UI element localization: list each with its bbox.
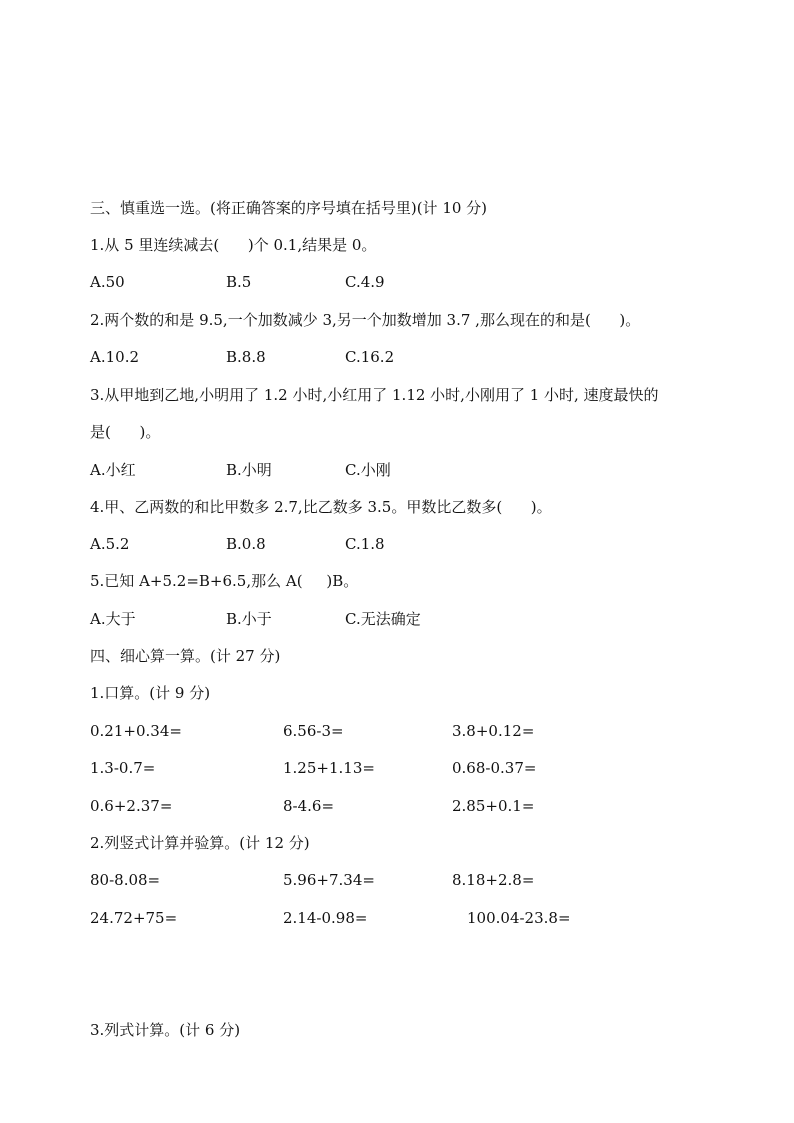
question-5-option-a: A.大于 (90, 610, 136, 628)
question-2-option-b: B.8.8 (226, 348, 266, 366)
question-2-option-c: C.16.2 (345, 348, 395, 366)
part-3-heading: 3.列式计算。(计 6 分) (90, 1021, 241, 1039)
oral-calc-item: 6.56-3= (283, 722, 344, 740)
question-3: 3.从甲地到乙地,小明用了 1.2 小时,小红用了 1.12 小时,小刚用了 1 小时, 速度最快的 (90, 386, 659, 404)
question-1-option-b: B.5 (226, 273, 252, 291)
oral-calc-item: 1.3-0.7= (90, 759, 156, 777)
oral-calc-item: 0.6+2.37= (90, 797, 173, 815)
question-3-option-a: A.小红 (90, 461, 136, 479)
part-1-heading: 1.口算。(计 9 分) (90, 684, 211, 702)
question-4-option-b: B.0.8 (226, 535, 266, 553)
vertical-calc-item: 8.18+2.8= (452, 871, 535, 889)
vertical-calc-item: 2.14-0.98= (283, 909, 368, 927)
question-4-option-c: C.1.8 (345, 535, 385, 553)
question-3-option-c: C.小刚 (345, 461, 391, 479)
vertical-calc-item: 5.96+7.34= (283, 871, 375, 889)
vertical-calc-item: 100.04-23.8= (467, 909, 571, 927)
oral-calc-item: 2.85+0.1= (452, 797, 535, 815)
section-3-heading: 三、慎重选一选。(将正确答案的序号填在括号里)(计 10 分) (90, 199, 488, 217)
question-1-option-c: C.4.9 (345, 273, 385, 291)
question-3-option-b: B.小明 (226, 461, 272, 479)
oral-calc-item: 1.25+1.13= (283, 759, 375, 777)
section-4-heading: 四、细心算一算。(计 27 分) (90, 647, 281, 665)
question-3-continued: 是( )。 (90, 423, 161, 441)
oral-calc-item: 8-4.6= (283, 797, 335, 815)
question-1-option-a: A.50 (90, 273, 125, 291)
question-5-option-c: C.无法确定 (345, 610, 421, 628)
question-5: 5.已知 A+5.2=B+6.5,那么 A( )B。 (90, 572, 359, 590)
question-4-option-a: A.5.2 (90, 535, 130, 553)
question-1: 1.从 5 里连续减去( )个 0.1,结果是 0。 (90, 236, 377, 254)
oral-calc-item: 0.68-0.37= (452, 759, 537, 777)
vertical-calc-item: 24.72+75= (90, 909, 178, 927)
vertical-calc-item: 80-8.08= (90, 871, 161, 889)
question-5-option-b: B.小于 (226, 610, 272, 628)
part-2-heading: 2.列竖式计算并验算。(计 12 分) (90, 834, 310, 852)
question-2: 2.两个数的和是 9.5,一个加数减少 3,另一个加数增加 3.7 ,那么现在的和是( )。 (90, 311, 641, 329)
oral-calc-item: 0.21+0.34= (90, 722, 182, 740)
oral-calc-item: 3.8+0.12= (452, 722, 535, 740)
question-2-option-a: A.10.2 (90, 348, 139, 366)
question-4: 4.甲、乙两数的和比甲数多 2.7,比乙数多 3.5。甲数比乙数多( )。 (90, 498, 552, 516)
